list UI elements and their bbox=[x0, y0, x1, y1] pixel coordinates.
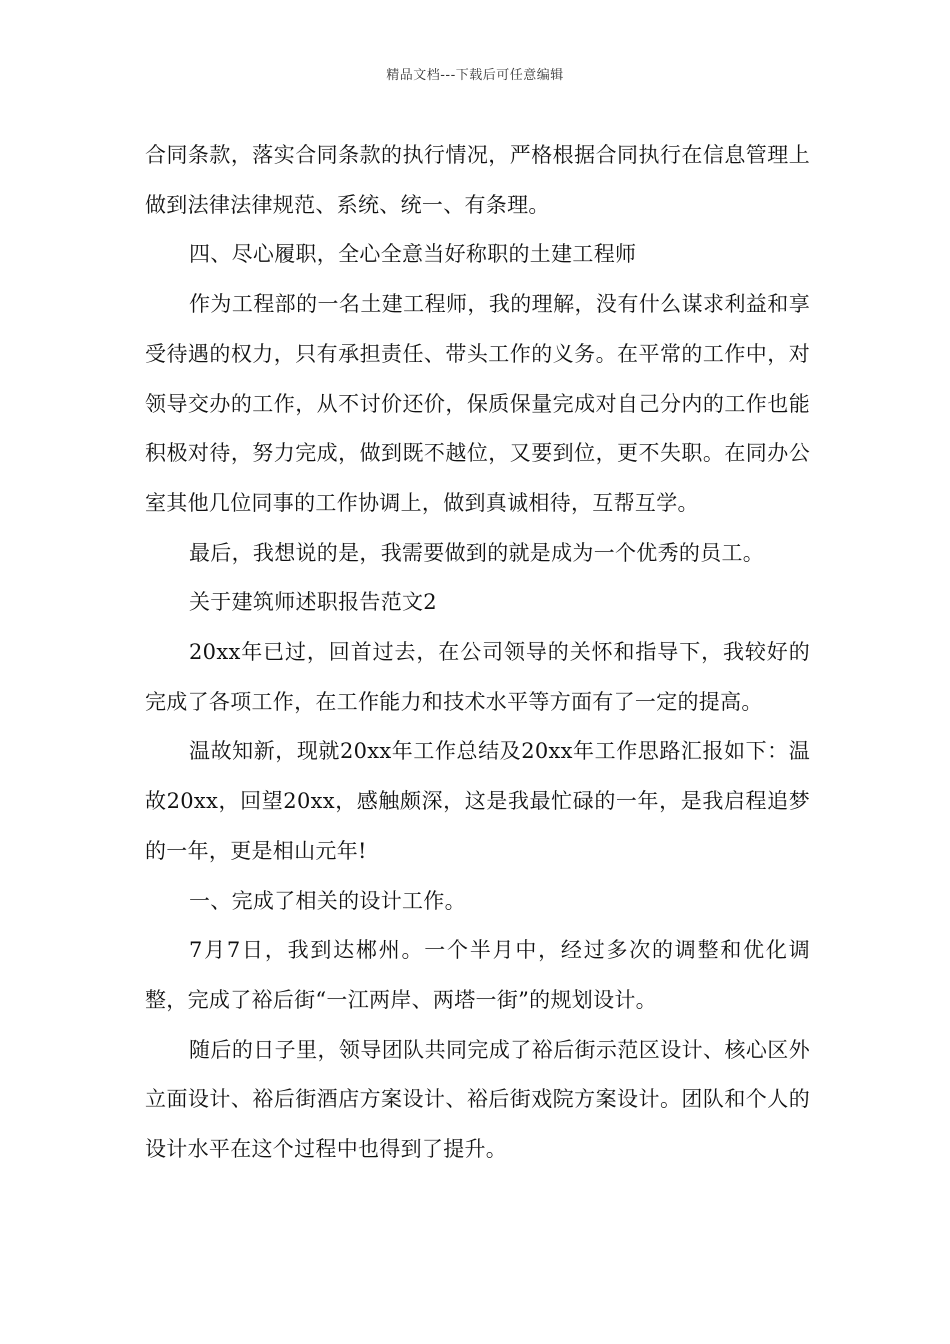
paragraph-5: 温故知新，现就20xx年工作总结及20xx年工作思路汇报如下：温故20xx，回望20xx，感触颇深，这是我最忙碌的一年，是我启程追梦的一年，更是相山元年! bbox=[145, 739, 810, 863]
section-heading-4: 四、尽心履职，全心全意当好称职的土建工程师 bbox=[189, 242, 637, 267]
paragraph-1: 合同条款，落实合同条款的执行情况，严格根据合同执行在信息管理上做到法律法律规范、系统、统一、有条理。 bbox=[145, 143, 810, 217]
page-header: 精品文档---下载后可任意编辑 bbox=[386, 68, 564, 83]
section-heading-1: 一、完成了相关的设计工作。 bbox=[189, 888, 466, 913]
paragraph-2: 作为工程部的一名土建工程师，我的理解，没有什么谋求利益和享受待遇的权力，只有承担责任、带头工作的义务。在平常的工作中，对领导交办的工作，从不讨价还价，保质保量完成对自己分内的工作也能积极对待，努力完成，做到既不越位，又要到位，更不失职。在同办公室其他几位同事的工作协调上，做到真诚相待，互帮互学。 bbox=[145, 292, 810, 515]
paragraph-4: 20xx年已过，回首过去，在公司领导的关怀和指导下，我较好的完成了各项工作，在工作能力和技术水平等方面有了一定的提高。 bbox=[145, 640, 810, 714]
document-body bbox=[145, 131, 810, 1175]
paragraph-6: 7月7日，我到达郴州。一个半月中，经过多次的调整和优化调整，完成了裕后街“一江两岸、两塔一街”的规划设计。 bbox=[145, 938, 810, 1012]
article-title-2: 关于建筑师述职报告范文2 bbox=[189, 590, 437, 615]
paragraph-7: 随后的日子里，领导团队共同完成了裕后街示范区设计、核心区外立面设计、裕后街酒店方案设计、裕后街戏院方案设计。团队和个人的设计水平在这个过程中也得到了提升。 bbox=[145, 1037, 810, 1162]
paragraph-3: 最后，我想说的是，我需要做到的就是成为一个优秀的员工。 bbox=[189, 540, 765, 565]
